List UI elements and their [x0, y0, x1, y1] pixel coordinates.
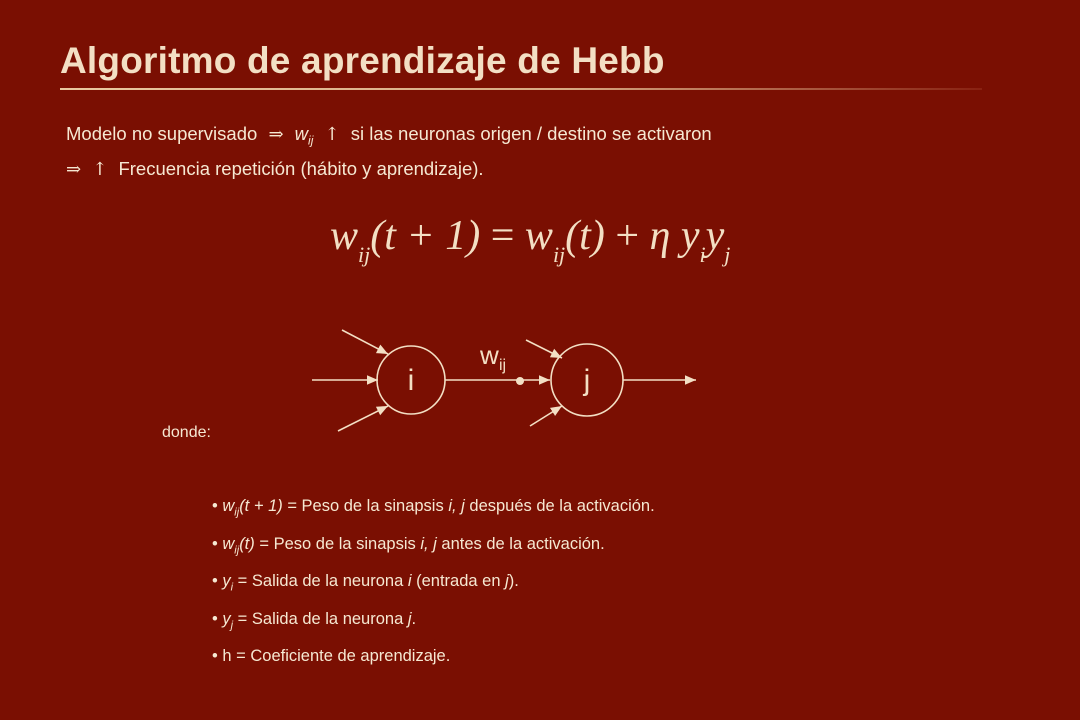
intro-text [66, 120, 712, 184]
definition-item: • $y_j$ = Salida de la neurona j. [212, 609, 417, 631]
intro-line-1 [66, 120, 712, 155]
definition-item: • h = Coeficiente de aprendizaje. [212, 647, 451, 665]
definition-item: • $w_{ij}(t + 1)$ = Peso de la sinapsis i, j después de la activación. [212, 497, 655, 519]
title-underline [60, 88, 982, 90]
input-arrow-bot-j [530, 406, 562, 426]
slide-title: Algoritmo de aprendizaje de Hebb [60, 40, 665, 81]
intro-frequency-text: Frecuencia repetición (hábito y aprendizaje). [118, 157, 484, 179]
up-arrow-icon: ↑ [324, 124, 340, 145]
implies-arrow-icon: ⇒ [268, 124, 284, 145]
definition-item: • $w_{ij}(t)$ = Peso de la sinapsis i, j antes de la activación. [212, 534, 605, 556]
intro-line-2 [66, 155, 712, 184]
input-arrow-top-j [526, 340, 562, 358]
neuron-i-label: i [407, 364, 415, 397]
hebb-formula: $w_{ij}(t + 1) = w_{ij}(t) + \eta$ $y_iy_j$ [330, 213, 731, 268]
definitions-list [212, 497, 655, 685]
weight-symbol: $w_{ij}$ [294, 123, 314, 148]
definition-item: • $y_i$ = Salida de la neurona i (entrada en j). [212, 572, 519, 594]
weight-label-ij: ij [499, 357, 507, 374]
input-arrow-top-i [342, 330, 388, 354]
neuron-diagram [300, 320, 720, 440]
neuron-j-label: j [583, 364, 591, 397]
implies-arrow-icon: ⇒ [66, 158, 82, 180]
up-arrow-icon: ↑ [92, 158, 108, 180]
input-arrow-bot-i [338, 406, 388, 431]
weight-label-w: w [480, 340, 499, 370]
intro-condition-text: si las neuronas origen / destino se activaron [350, 123, 712, 144]
donde-label: donde: [162, 424, 211, 441]
intro-model-text: Modelo no supervisado [66, 123, 258, 144]
synapse-dot [516, 377, 524, 385]
